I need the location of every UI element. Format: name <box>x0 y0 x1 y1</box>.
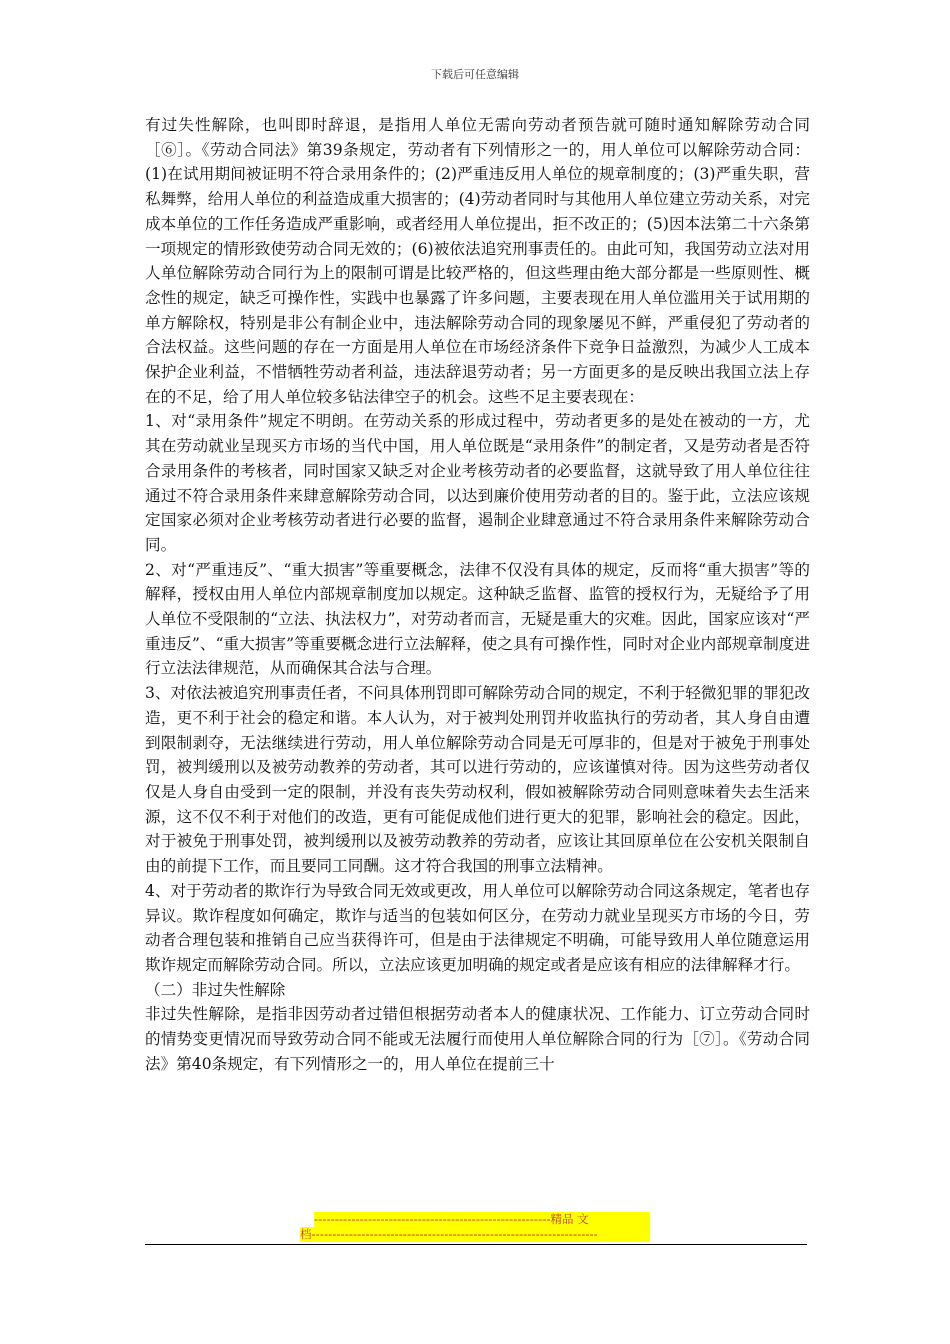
document-body <box>145 113 810 1076</box>
paragraph-point-4: 4、对于劳动者的欺诈行为导致合同无效或更改，用人单位可以解除劳动合同这条规定，笔者也存异议。欺诈程度如何确定，欺诈与适当的包装如何区分，在劳动力就业呈现买方市场的今日，劳动者合理包装和推销自己应当获得许可，但是由于法律规定不明确，可能导致用人单位随意运用欺诈规定而解除劳动合同。所以，立法应该更加明确的规定或者是应该有相应的法律解释才行。 <box>145 881 810 974</box>
paragraph-point-3: 3、对依法被追究刑事责任者，不问具体刑罚即可解除劳动合同的规定，不利于轻微犯罪的罪犯改造，更不利于社会的稳定和谐。本人认为，对于被判处刑罚并收监执行的劳动者，其人身自由遭到限制剥夺，无法继续进行劳动，用人单位解除劳动合同是无可厚非的，但是对于被免于刑事处罚，被判缓刑以及被劳动教养的劳动者，其可以进行劳动的，应该谨慎对待。因为这些劳动者仅仅是人身自由受到一定的限制，并没有丧失劳动权利，假如被解除劳动合同则意味着失去生活来源，这不仅不利于对他们的改造，更有可能促成他们进行更大的犯罪，影响社会的稳定。因此，对于被免于刑事处罚，被判缓刑以及被劳动教养的劳动者，应该让其回原单位在公安机关限制自由的前提下工作，而且要同工同酬。这才符合我国的刑事立法精神。 <box>145 684 810 876</box>
footer-banner-line-2: 档--------------------------------------------------------------------- <box>300 1227 650 1242</box>
footer-divider <box>145 1244 807 1245</box>
paragraph-point-2: 2、对“严重违反”、“重大损害”等重要概念，法律不仅没有具体的规定，反而将“重大损害”等的解释，授权由用人单位内部规章制度加以规定。这种缺乏监督、监管的授权行为，无疑给予了用人单位不受限制的“立法、执法权力”，对劳动者而言，无疑是重大的灾难。因此，国家应该对“严重违反”、“重大损害”等重要概念进行立法解释，使之具有可操作性，同时对企业内部规章制度进行立法法律规范，从而确保其合法与合理。 <box>145 560 810 678</box>
footer-banner <box>300 1212 650 1242</box>
paragraph-intro: 有过失性解除，也叫即时辞退，是指用人单位无需向劳动者预告就可随时通知解除劳动合同［⑥］。《劳动合同法》第39条规定，劳动者有下列情形之一的，用人单位可以解除劳动合同：(1)在试用期间被证明不符合录用条件的；(2)严重违反用人单位的规章制度的；(3)严重失职，营私舞弊，给用人单位的利益造成重大损害的；(4)劳动者同时与其他用人单位建立劳动关系，对完成本单位的工作任务造成严重影响，或者经用人单位提出，拒不改正的；(5)因本法第二十六条第一项规定的情形致使劳动合同无效的；(6)被依法追究刑事责任的。由此可知，我国劳动立法对用人单位解除劳动合同行为上的限制可谓是比较严格的，但这些理由绝大部分都是一些原则性、概念性的规定，缺乏可操作性，实践中也暴露了许多问题，主要表现在用人单位滥用关于试用期的单方解除权，特别是非公有制企业中，违法解除劳动合同的现象屡见不鲜，严重侵犯了劳动者的合法权益。这些问题的存在一方面是用人单位在市场经济条件下竞争日益激烈，为减少人工成本保护企业利益，不惜牺牲劳动者利益，违法辞退劳动者；另一方面更多的是反映出我国立法上存在的不足，给了用人单位较多钻法律空子的机会。这些不足主要表现在： <box>145 116 810 406</box>
paragraph-point-1: 1、对“录用条件”规定不明朗。在劳动关系的形成过程中，劳动者更多的是处在被动的一方，尤其在劳动就业呈现买方市场的当代中国，用人单位既是“录用条件”的制定者，又是劳动者是否符合录用条件的考核者，同时国家又缺乏对企业考核劳动者的必要监督，这就导致了用人单位往往通过不符合录用条件来肆意解除劳动合同，以达到廉价使用劳动者的目的。鉴于此，立法应该规定国家必须对企业考核劳动者进行必要的监督，遏制企业肆意通过不符合录用条件来解除劳动合同。 <box>145 412 810 554</box>
section-heading: （二）非过失性解除 <box>145 980 286 999</box>
paragraph-section-body: 非过失性解除，是指非因劳动者过错但根据劳动者本人的健康状况、工作能力、订立劳动合同时的情势变更情况而导致劳动合同不能或无法履行而使用人单位解除合同的行为［⑦］。《劳动合同法》第40条规定，有下列情形之一的，用人单位在提前三十 <box>145 1005 810 1073</box>
page-header: 下载后可任意编辑 <box>431 68 519 81</box>
footer-banner-line-1: ---------------------------------------------------------精品 文 <box>314 1212 650 1227</box>
